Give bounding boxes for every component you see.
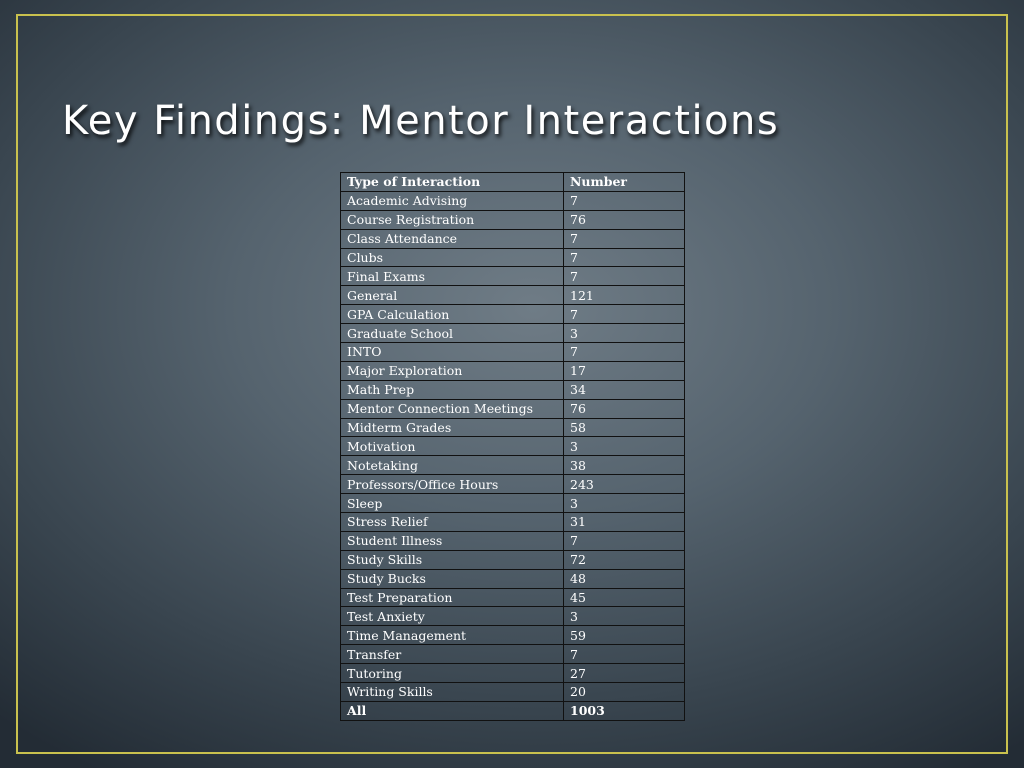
interaction-type-cell: Mentor Connection Meetings — [341, 399, 564, 418]
table-row — [341, 531, 685, 550]
interaction-type-cell: Student Illness — [341, 531, 564, 550]
table-row — [341, 494, 685, 513]
interaction-count-cell: 76 — [564, 210, 685, 229]
table-row — [341, 267, 685, 286]
interaction-count-cell: 7 — [564, 343, 685, 362]
interaction-count-cell: 243 — [564, 475, 685, 494]
interaction-type-cell: Academic Advising — [341, 191, 564, 210]
table-row — [341, 229, 685, 248]
interaction-count-cell: 58 — [564, 418, 685, 437]
interaction-type-cell: Motivation — [341, 437, 564, 456]
slide-title: Key Findings: Mentor Interactions — [62, 98, 780, 144]
table-row — [341, 305, 685, 324]
table-row — [341, 191, 685, 210]
interaction-type-cell: GPA Calculation — [341, 305, 564, 324]
interaction-type-cell: Course Registration — [341, 210, 564, 229]
table-row — [341, 645, 685, 664]
interaction-count-cell: 3 — [564, 494, 685, 513]
interaction-count-cell: 7 — [564, 248, 685, 267]
interactions-table — [340, 172, 685, 721]
table-row — [341, 569, 685, 588]
interaction-count-cell: 7 — [564, 229, 685, 248]
interaction-count-cell: 7 — [564, 305, 685, 324]
interaction-count-cell: 34 — [564, 380, 685, 399]
table-row — [341, 626, 685, 645]
table-row — [341, 607, 685, 626]
interaction-type-cell: General — [341, 286, 564, 305]
table-row — [341, 683, 685, 702]
table-row — [341, 664, 685, 683]
table-body — [341, 191, 685, 701]
interaction-count-cell: 31 — [564, 513, 685, 532]
interaction-type-cell: INTO — [341, 343, 564, 362]
interaction-type-cell: Math Prep — [341, 380, 564, 399]
interaction-count-cell: 7 — [564, 531, 685, 550]
interaction-type-cell: Stress Relief — [341, 513, 564, 532]
table-row — [341, 437, 685, 456]
interaction-type-cell: Time Management — [341, 626, 564, 645]
interaction-count-cell: 48 — [564, 569, 685, 588]
interaction-type-cell: Study Skills — [341, 550, 564, 569]
interaction-type-cell: Sleep — [341, 494, 564, 513]
table-row — [341, 456, 685, 475]
table-row — [341, 343, 685, 362]
total-value: 1003 — [564, 701, 685, 720]
table-row — [341, 588, 685, 607]
interaction-count-cell: 7 — [564, 191, 685, 210]
interaction-type-cell: Midterm Grades — [341, 418, 564, 437]
header-type-of-interaction: Type of Interaction — [341, 173, 564, 192]
interaction-count-cell: 20 — [564, 683, 685, 702]
interaction-type-cell: Final Exams — [341, 267, 564, 286]
interaction-type-cell: Class Attendance — [341, 229, 564, 248]
total-label: All — [341, 701, 564, 720]
header-number: Number — [564, 173, 685, 192]
interaction-type-cell: Major Exploration — [341, 361, 564, 380]
interaction-count-cell: 121 — [564, 286, 685, 305]
interaction-count-cell: 3 — [564, 324, 685, 343]
interaction-type-cell: Test Preparation — [341, 588, 564, 607]
interaction-type-cell: Notetaking — [341, 456, 564, 475]
interaction-count-cell: 38 — [564, 456, 685, 475]
interaction-type-cell: Writing Skills — [341, 683, 564, 702]
interaction-count-cell: 7 — [564, 645, 685, 664]
interaction-count-cell: 72 — [564, 550, 685, 569]
interaction-count-cell: 76 — [564, 399, 685, 418]
table-row — [341, 286, 685, 305]
table-row — [341, 210, 685, 229]
table-header-row — [341, 173, 685, 192]
interaction-count-cell: 7 — [564, 267, 685, 286]
interaction-type-cell: Professors/Office Hours — [341, 475, 564, 494]
table-row — [341, 361, 685, 380]
interaction-type-cell: Graduate School — [341, 324, 564, 343]
interaction-count-cell: 59 — [564, 626, 685, 645]
table-row — [341, 513, 685, 532]
interaction-count-cell: 45 — [564, 588, 685, 607]
table-row — [341, 418, 685, 437]
interaction-type-cell: Clubs — [341, 248, 564, 267]
interaction-type-cell: Test Anxiety — [341, 607, 564, 626]
interaction-type-cell: Transfer — [341, 645, 564, 664]
interaction-count-cell: 3 — [564, 607, 685, 626]
interaction-count-cell: 27 — [564, 664, 685, 683]
table-row — [341, 550, 685, 569]
interaction-count-cell: 17 — [564, 361, 685, 380]
interaction-type-cell: Study Bucks — [341, 569, 564, 588]
table-row — [341, 324, 685, 343]
table-row — [341, 399, 685, 418]
table-total-row — [341, 701, 685, 720]
interaction-count-cell: 3 — [564, 437, 685, 456]
table-row — [341, 248, 685, 267]
table-row — [341, 475, 685, 494]
table-row — [341, 380, 685, 399]
interaction-type-cell: Tutoring — [341, 664, 564, 683]
